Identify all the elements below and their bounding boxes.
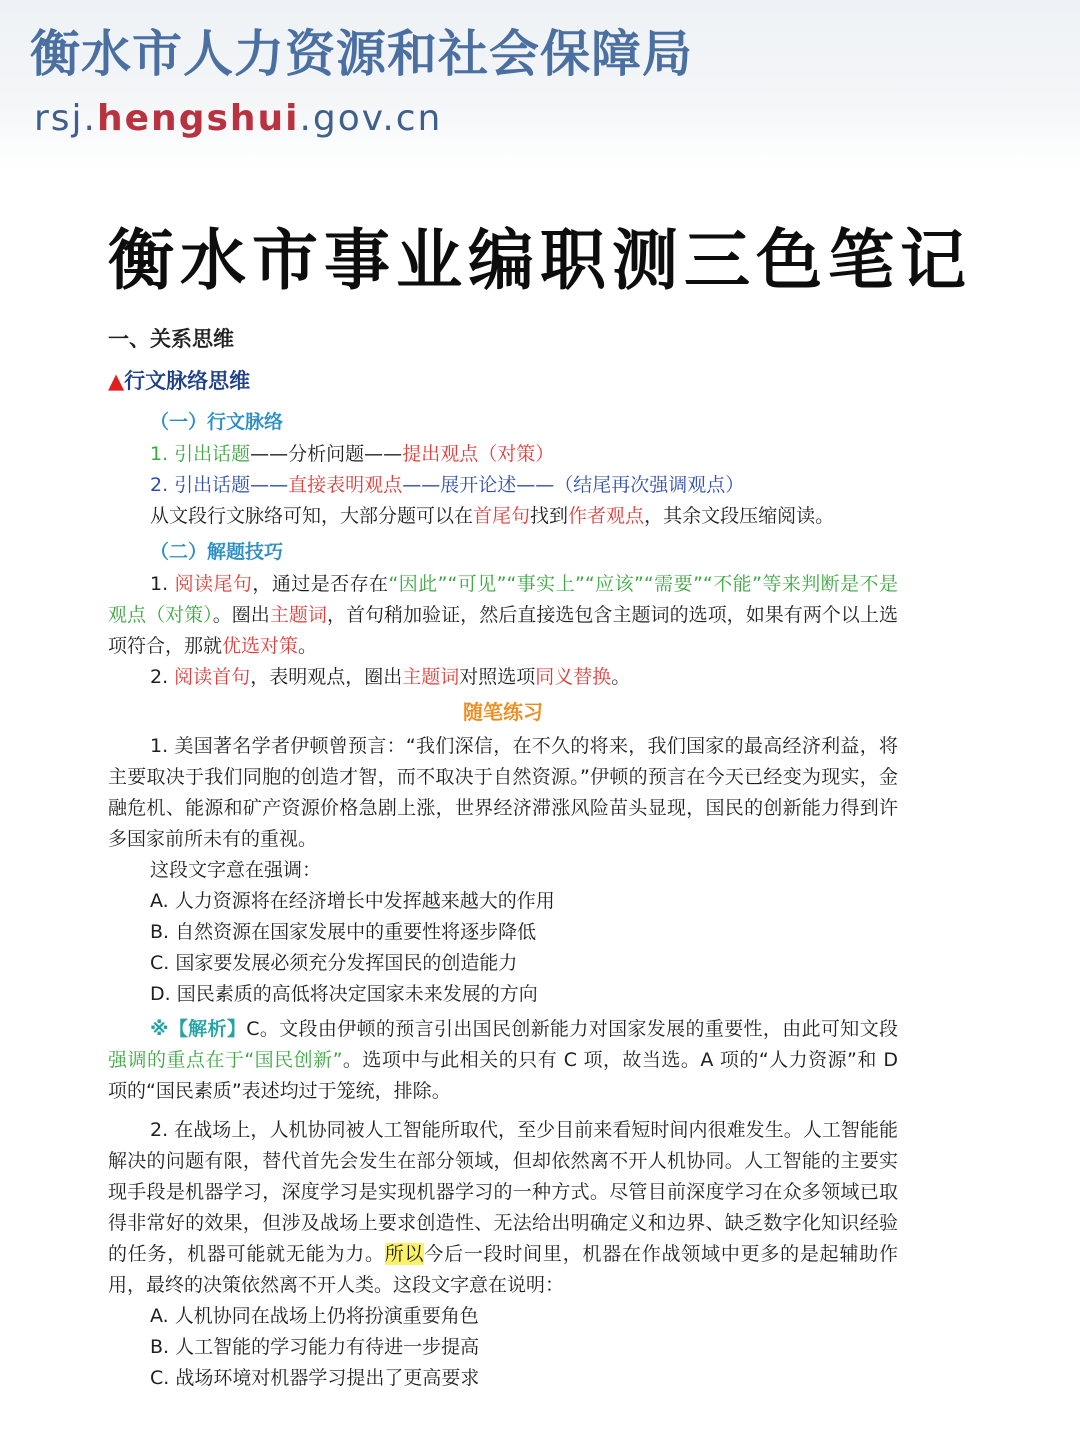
question-1-prompt: 这段文字意在强调：	[150, 859, 322, 881]
text-plain: ——分析问题——	[250, 443, 403, 465]
structure-line-2	[108, 470, 898, 501]
url-suffix: .gov.cn	[299, 98, 443, 139]
text-plain: ，其余文段压缩阅读。	[644, 505, 835, 527]
text-red: 作者观点	[568, 505, 645, 527]
site-name: 衡水市人力资源和社会保障局	[30, 25, 693, 83]
text-plain: ，首句稍加验证，然后直接选包含主题词的选项，如果有两个以上选项符合，那就	[108, 604, 898, 657]
analysis-label: ※【解析】	[150, 1018, 247, 1040]
triangle-marker-icon: ▲	[108, 369, 125, 393]
text-green: 强调的重点在于“国民创新”	[108, 1049, 343, 1071]
text-red: 优选对策	[222, 635, 299, 657]
text-red: 阅读首句	[174, 666, 251, 688]
text-plain: 今后一段时间里，机器在作战领域中更多的是起辅助作用，最终的决策依然离不开人类。这段文字意在说明：	[108, 1243, 898, 1296]
text-plain: C。文段由伊顿的预言引出国民创新能力对国家发展的重要性，由此可知文段	[246, 1018, 898, 1040]
text-blue: ——展开论述——（结尾再次强调观点）	[402, 474, 745, 496]
text-plain: 。	[298, 635, 318, 657]
part2-heading: （二）解题技巧	[150, 541, 284, 563]
text-red: 提出观点（对策）	[402, 443, 555, 465]
text-plain: 。圈出	[212, 604, 270, 626]
text-red: 阅读尾句	[174, 573, 253, 595]
question-1-stem: 1. 美国著名学者伊顿曾预言：“我们深信，在不久的将来，我们国家的最高经济利益，将主要取决于我们同胞的创造才智，而不取决于自然资源。”伊顿的预言在今天已经变为现实，金融危机、能源和矿产资源价格急剧上涨，世界经济滞涨风险苗头显现，国民的创新能力得到许多国家前所未有的重视。	[108, 735, 898, 850]
text-plain: 1.	[150, 573, 175, 595]
text-plain: 2. 在战场上，人机协同被人工智能所取代，至少目前来看短时间内很难发生。人工智能能解决的问题有限，替代首先会发生在部分领域，但却依然离不开人机协同。人工智能的主要实现手段是机器学习，深度学习是实现机器学习的一种方式。尽管目前深度学习在众多领域已取得非常好的效果，但涉及战场上要求创造性、无法给出明确定义和边界、缺乏数字化知识经验的任务，机器可能就无能为力。	[108, 1119, 898, 1265]
site-url[interactable]	[34, 98, 442, 139]
section-heading: 一、关系思维	[108, 327, 234, 351]
text-plain: ，通过是否存在	[252, 573, 389, 595]
question-1-option: B. 自然资源在国家发展中的重要性将逐步降低	[150, 921, 537, 943]
question-2-option: C. 战场环境对机器学习提出了更高要求	[150, 1367, 480, 1389]
document-title: 衡水市事业编职测三色笔记	[108, 222, 972, 299]
text-green: 1. 引出话题	[150, 443, 251, 465]
part1-heading: （一）行文脉络	[150, 411, 284, 433]
text-green: “因此”“可见”“事实上”“应该”“需要”“不能”等来判断是不是观点（对策）	[108, 573, 898, 626]
text-red: 同义替换	[535, 666, 612, 688]
technique-2	[108, 662, 898, 693]
subsection-title: 行文脉络思维	[124, 369, 251, 393]
question-1-option: A. 人力资源将在经济增长中发挥越来越大的作用	[150, 890, 555, 912]
text-red: 首尾句	[473, 505, 531, 527]
subsection-heading	[108, 362, 898, 400]
text-plain: 从文段行文脉络可知，大部分题可以在	[150, 505, 474, 527]
question-1-option: C. 国家要发展必须充分发挥国民的创造能力	[150, 952, 518, 974]
text-red: 主题词	[269, 604, 327, 626]
text-blue: 2. 引出话题——	[150, 474, 289, 496]
technique-1	[108, 569, 898, 662]
url-prefix: rsj.	[34, 98, 98, 139]
text-plain: 2.	[150, 666, 175, 688]
highlighted-text: 所以	[384, 1243, 425, 1265]
structure-summary	[108, 501, 898, 532]
document-body	[108, 320, 898, 1394]
structure-line-1	[108, 439, 898, 470]
question-2-stem	[108, 1115, 898, 1301]
text-red: 直接表明观点	[288, 474, 403, 496]
text-plain: 。	[611, 666, 631, 688]
text-red: 主题词	[402, 666, 460, 688]
question-2-option: A. 人机协同在战场上仍将扮演重要角色	[150, 1305, 479, 1327]
question-2-option: B. 人工智能的学习能力有待进一步提高	[150, 1336, 480, 1358]
url-emphasis: hengshui	[97, 98, 300, 139]
text-plain: 。选项中与此相关的只有 C 项，故当选。A 项的“人力资源”和 D 项的“国民素质”表述均过于笼统，排除。	[108, 1049, 899, 1102]
practice-heading: 随笔练习	[463, 700, 543, 724]
question-1-analysis	[108, 1014, 898, 1107]
text-plain: 对照选项	[459, 666, 536, 688]
question-1-option: D. 国民素质的高低将决定国家未来发展的方向	[150, 983, 538, 1005]
text-plain: ，表明观点，圈出	[250, 666, 403, 688]
text-plain: 找到	[530, 505, 569, 527]
